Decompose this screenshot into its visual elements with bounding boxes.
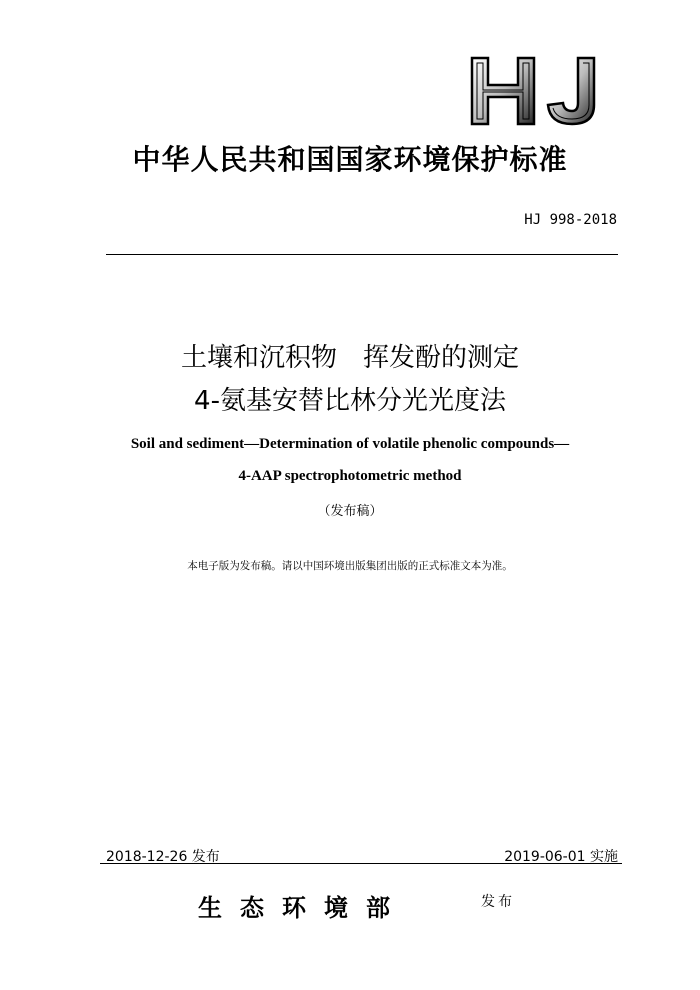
english-title-line-2: 4-AAP spectrophotometric method (238, 468, 462, 484)
standard-number: HJ 998-2018 (524, 212, 617, 228)
chinese-title-line-1 (0, 337, 700, 374)
issuing-ministry: 生态环境部 (198, 893, 408, 922)
edition-note: 本电子版为发布稿。请以中国环境出版集团出版的正式标准文本为准。 (187, 560, 513, 572)
hj-logo (468, 55, 600, 127)
issue-label: 发布 (481, 894, 515, 910)
bottom-divider (100, 863, 622, 864)
chinese-title-line-2: 4-氨基安替比林分光光度法 (194, 386, 506, 416)
release-date: 2018-12-26 发布 (106, 849, 220, 865)
logo-letter-h (472, 58, 534, 124)
logo-letter-j (548, 58, 594, 124)
logo-text: HJ (468, 55, 470, 56)
chinese-title-part-2: 挥发酚的测定 (363, 343, 520, 373)
top-divider (106, 254, 618, 255)
chinese-title-part-1: 土壤和沉积物 (180, 343, 337, 373)
english-title-line-1: Soil and sediment—Determination of volatile phenolic compounds— (130, 436, 570, 452)
draft-label: （发布稿） (317, 504, 383, 519)
implementation-date: 2019-06-01 实施 (504, 849, 618, 865)
issuing-agency: 中华人民共和国国家环境保护标准 (132, 143, 568, 176)
